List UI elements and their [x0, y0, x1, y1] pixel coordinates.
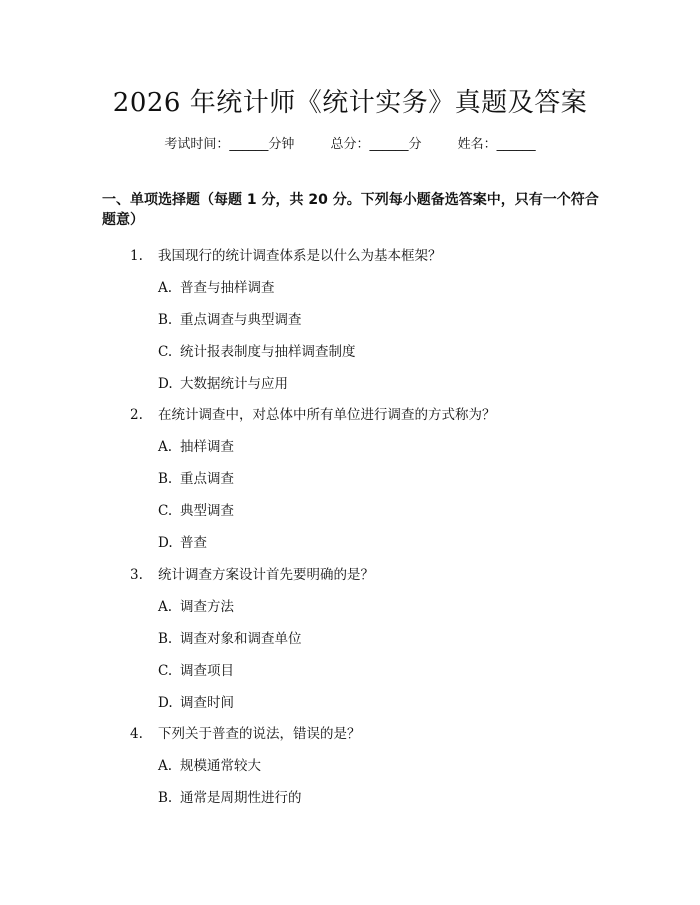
option-letter: B. — [158, 631, 173, 647]
option-letter: D. — [158, 695, 173, 711]
option-item — [158, 627, 302, 647]
option-item — [158, 308, 302, 328]
option-item — [158, 786, 302, 806]
option-item — [158, 372, 288, 392]
option-text: 重点调查与典型调查 — [180, 312, 302, 328]
exam-score: 总分：______分 — [330, 137, 422, 152]
option-text: 规模通常较大 — [180, 758, 261, 774]
option-text: 普查 — [180, 535, 207, 551]
option-letter: A. — [158, 758, 173, 774]
option-text: 调查对象和调查单位 — [180, 631, 302, 647]
option-letter: D. — [158, 535, 173, 551]
question-text: 下列关于普查的说法，错误的是？ — [158, 726, 361, 742]
exam-time: 考试时间：______分钟 — [164, 137, 295, 152]
document-title: 2026 年统计师《统计实务》真题及答案 — [112, 88, 588, 118]
option-text: 普查与抽样调查 — [180, 280, 275, 296]
option-letter: A. — [158, 599, 173, 615]
option-item — [158, 435, 234, 455]
option-letter: B. — [158, 312, 173, 328]
question-text: 在统计调查中，对总体中所有单位进行调查的方式称为？ — [158, 407, 496, 423]
option-item — [158, 340, 356, 360]
option-letter: D. — [158, 376, 173, 392]
option-letter: B. — [158, 471, 173, 487]
option-text: 抽样调查 — [180, 439, 234, 455]
option-item — [158, 754, 261, 774]
section-heading: 一、单项选择题（每题 1 分，共 20 分。下列每小题备选答案中，只有一个符合题意） — [102, 192, 599, 228]
question-number: 3. — [130, 567, 143, 583]
question-2 — [130, 403, 496, 423]
option-item — [158, 691, 234, 711]
option-letter: C. — [158, 344, 173, 360]
option-letter: B. — [158, 790, 173, 806]
option-text: 调查时间 — [180, 695, 234, 711]
question-1 — [130, 244, 442, 264]
question-text: 我国现行的统计调查体系是以什么为基本框架？ — [158, 248, 442, 264]
question-4 — [130, 722, 361, 742]
option-item — [158, 276, 275, 296]
question-number: 2. — [130, 407, 143, 423]
question-text: 统计调查方案设计首先要明确的是？ — [158, 567, 374, 583]
option-text: 通常是周期性进行的 — [180, 790, 302, 806]
option-letter: C. — [158, 503, 173, 519]
option-item — [158, 531, 207, 551]
option-text: 调查项目 — [180, 663, 234, 679]
option-item — [158, 499, 234, 519]
option-text: 典型调查 — [180, 503, 234, 519]
option-item — [158, 595, 234, 615]
question-number: 4. — [130, 726, 143, 742]
question-number: 1. — [130, 248, 143, 264]
exam-meta — [0, 133, 700, 152]
option-text: 大数据统计与应用 — [180, 376, 288, 392]
option-letter: C. — [158, 663, 173, 679]
option-text: 重点调查 — [180, 471, 234, 487]
option-item — [158, 659, 234, 679]
exam-name: 姓名：______ — [457, 137, 536, 152]
option-item — [158, 467, 234, 487]
option-text: 调查方法 — [180, 599, 234, 615]
option-letter: A. — [158, 439, 173, 455]
option-letter: A. — [158, 280, 173, 296]
option-text: 统计报表制度与抽样调查制度 — [180, 344, 356, 360]
question-3 — [130, 563, 374, 583]
